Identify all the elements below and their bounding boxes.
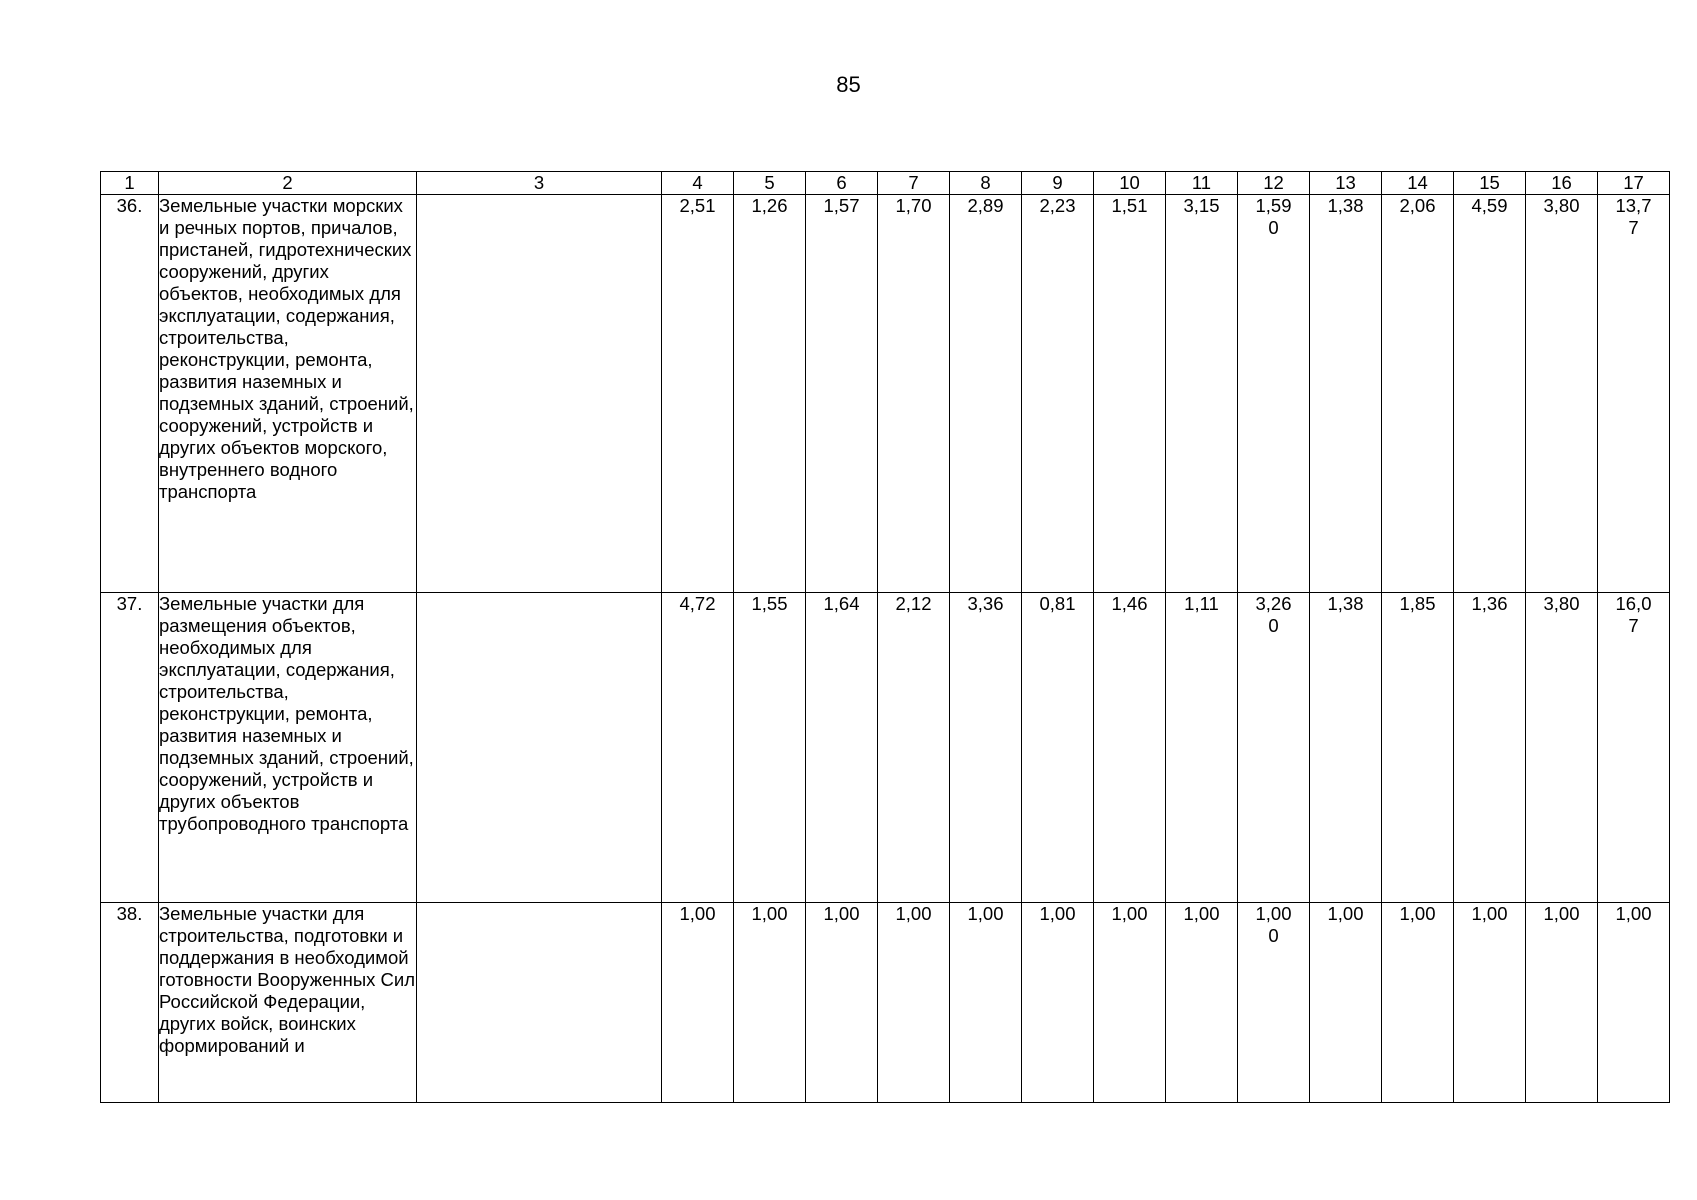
col-header: 10 <box>1094 172 1166 195</box>
value-cell: 1,00 <box>1022 903 1094 1103</box>
value-cell: 1,26 <box>734 195 806 593</box>
col-header: 9 <box>1022 172 1094 195</box>
value-cell: 16,07 <box>1598 593 1670 903</box>
value-cell: 1,70 <box>878 195 950 593</box>
value-cell: 1,38 <box>1310 195 1382 593</box>
value-cell: 1,000 <box>1238 903 1310 1103</box>
value-cell: 1,38 <box>1310 593 1382 903</box>
value-cell: 1,57 <box>806 195 878 593</box>
col-header: 17 <box>1598 172 1670 195</box>
value-cell: 0,81 <box>1022 593 1094 903</box>
col-header: 4 <box>662 172 734 195</box>
value-cell: 1,00 <box>1526 903 1598 1103</box>
value-cell: 1,85 <box>1382 593 1454 903</box>
value-cell: 3,36 <box>950 593 1022 903</box>
table-row <box>101 593 1670 903</box>
value-cell: 1,00 <box>878 903 950 1103</box>
row-name: Земельные участки для размещения объектов, необходимых для эксплуатации, содержания, строительства, реконструкции, ремонта, развития наземных и подземных зданий, строений, сооружений, устройств и других объектов трубопроводного транспорта <box>159 593 417 903</box>
col-header: 12 <box>1238 172 1310 195</box>
value-cell: 3,80 <box>1526 593 1598 903</box>
page-number: 85 <box>836 72 861 97</box>
value-cell: 2,12 <box>878 593 950 903</box>
col-header: 14 <box>1382 172 1454 195</box>
col-header: 7 <box>878 172 950 195</box>
value-cell: 1,46 <box>1094 593 1166 903</box>
value-cell: 2,06 <box>1382 195 1454 593</box>
row-col3 <box>417 903 662 1103</box>
value-cell: 4,72 <box>662 593 734 903</box>
value-cell: 4,59 <box>1454 195 1526 593</box>
value-cell: 3,15 <box>1166 195 1238 593</box>
value-cell: 1,00 <box>1094 903 1166 1103</box>
row-col3 <box>417 593 662 903</box>
col-header: 15 <box>1454 172 1526 195</box>
table-row <box>101 195 1670 593</box>
value-cell: 1,00 <box>1382 903 1454 1103</box>
col-header: 13 <box>1310 172 1382 195</box>
value-cell: 1,00 <box>662 903 734 1103</box>
value-cell: 1,55 <box>734 593 806 903</box>
value-cell: 1,36 <box>1454 593 1526 903</box>
value-cell: 2,89 <box>950 195 1022 593</box>
value-cell: 1,64 <box>806 593 878 903</box>
value-cell: 3,260 <box>1238 593 1310 903</box>
col-header: 8 <box>950 172 1022 195</box>
value-cell: 1,00 <box>806 903 878 1103</box>
col-header: 2 <box>159 172 417 195</box>
value-cell: 1,00 <box>1166 903 1238 1103</box>
row-name: Земельные участки морских и речных портов, причалов, пристаней, гидротехнических сооружений, других объектов, необходимых для эксплуатации, содержания, строительства, реконструкции, ремонта, развития наземных и подземных зданий, строений, сооружений, устройств и других объектов морского, внутреннего водного транспорта <box>159 195 417 593</box>
value-cell: 1,00 <box>1598 903 1670 1103</box>
value-cell: 1,11 <box>1166 593 1238 903</box>
col-header: 6 <box>806 172 878 195</box>
row-index: 38. <box>101 903 159 1103</box>
col-header: 3 <box>417 172 662 195</box>
row-index: 36. <box>101 195 159 593</box>
coefficients-table <box>100 171 1670 1103</box>
value-cell: 1,00 <box>734 903 806 1103</box>
value-cell: 1,00 <box>950 903 1022 1103</box>
col-header: 16 <box>1526 172 1598 195</box>
col-header: 5 <box>734 172 806 195</box>
value-cell: 2,51 <box>662 195 734 593</box>
value-cell: 13,77 <box>1598 195 1670 593</box>
value-cell: 1,00 <box>1310 903 1382 1103</box>
table-row <box>101 903 1670 1103</box>
row-name: Земельные участки для строительства, подготовки и поддержания в необходимой готовности Вооруженных Сил Российской Федерации, других войск, воинских формирований и <box>159 903 417 1103</box>
value-cell: 1,590 <box>1238 195 1310 593</box>
col-header: 11 <box>1166 172 1238 195</box>
header-row <box>101 172 1670 195</box>
col-header: 1 <box>101 172 159 195</box>
row-index: 37. <box>101 593 159 903</box>
value-cell: 1,51 <box>1094 195 1166 593</box>
value-cell: 3,80 <box>1526 195 1598 593</box>
value-cell: 1,00 <box>1454 903 1526 1103</box>
value-cell: 2,23 <box>1022 195 1094 593</box>
row-col3 <box>417 195 662 593</box>
